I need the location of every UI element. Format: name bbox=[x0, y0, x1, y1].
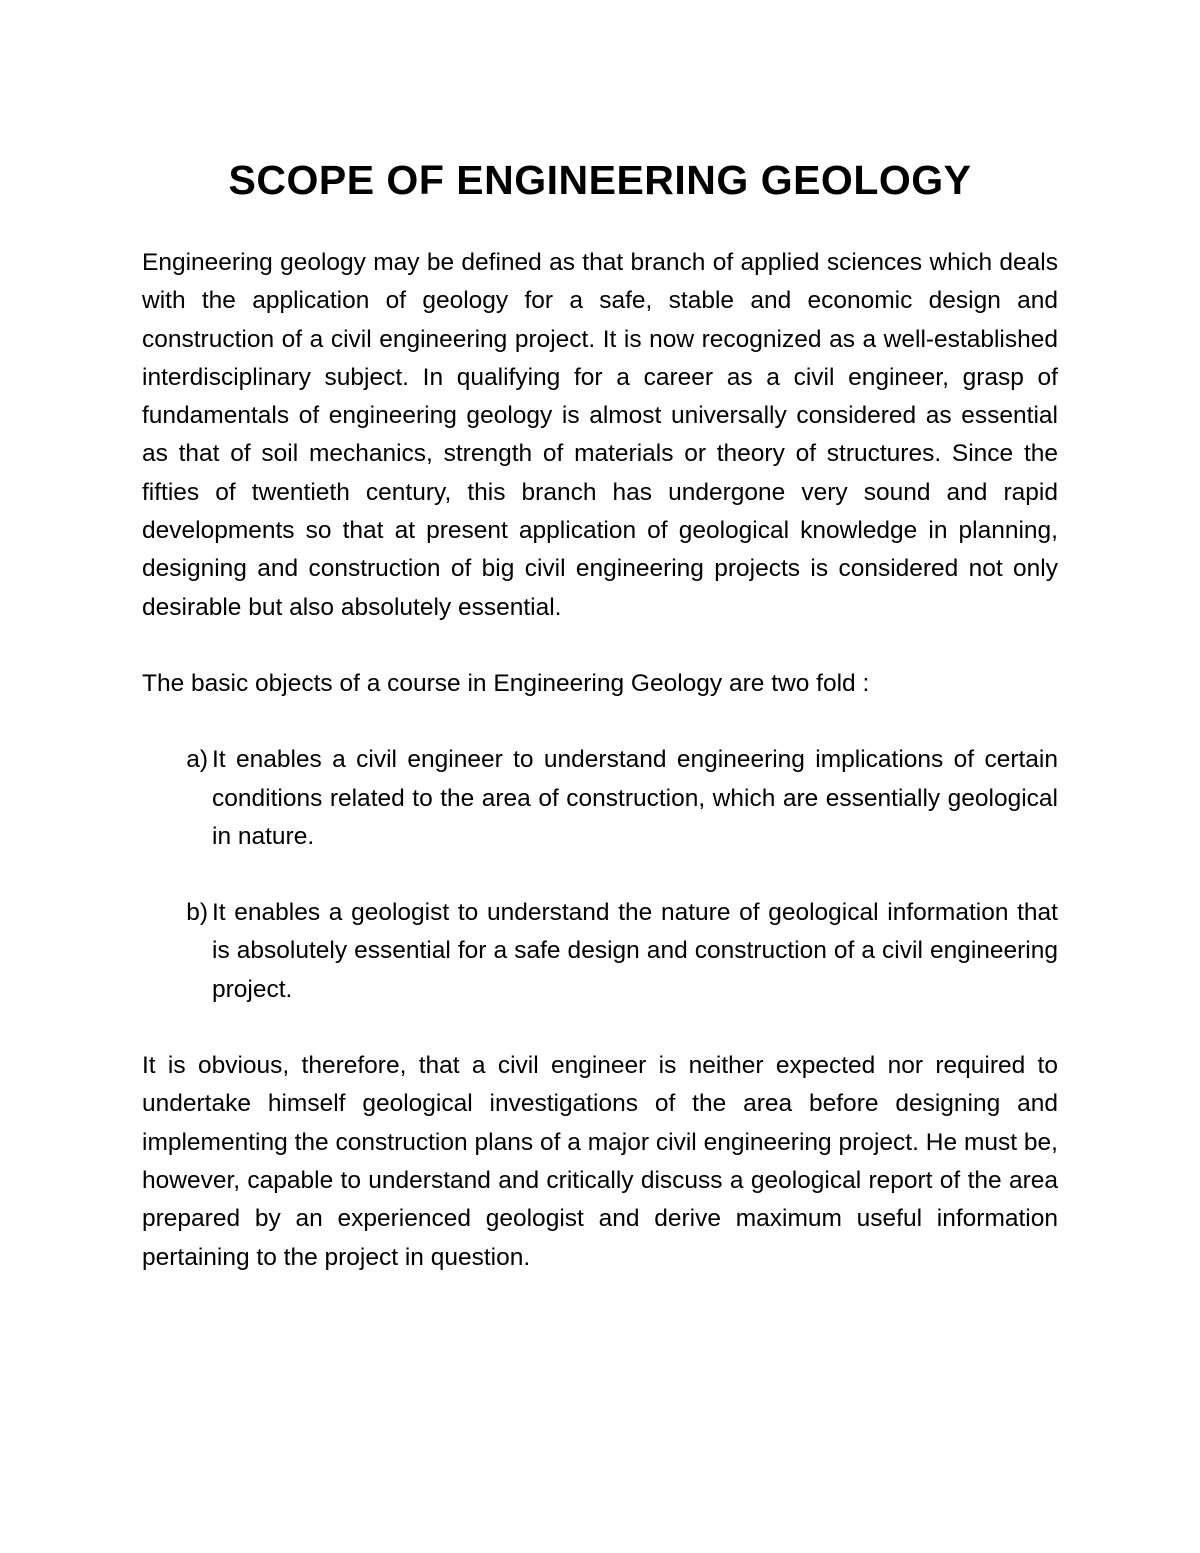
list-marker: b) bbox=[186, 899, 208, 927]
document-title: SCOPE OF ENGINEERING GEOLOGY bbox=[228, 157, 972, 203]
list-item-text: It enables a geologist to understand the nature of geological information that is absolutely essential for a safe design and construction of a civil engineering project. bbox=[212, 899, 1058, 1003]
objects-list bbox=[142, 741, 1058, 1009]
list-item bbox=[142, 894, 1058, 1009]
list-item bbox=[142, 741, 1058, 856]
paragraph-conclusion: It is obvious, therefore, that a civil engineer is neither expected nor required to undertake himself geological investigations of the area before designing and implementing the construction plans of a major civil engineering project. He must be, however, capable to understand and critically discuss a geological report of the area prepared by an experienced geologist and derive maximum useful information pertaining to the project in question. bbox=[142, 1052, 1058, 1271]
paragraph-definition: Engineering geology may be defined as that branch of applied sciences which deals with the application of geology for a safe, stable and economic design and construction of a civil engineering project. It is now recognized as a well-established interdisciplinary subject. In qualifying for a career as a civil engineer, grasp of fundamentals of engineering geology is almost universally considered as essential as that of soil mechanics, strength of materials or theory of structures. Since the fifties of twentieth century, this branch has undergone very sound and rapid developments so that at present application of geological knowledge in planning, designing and construction of big civil engineering projects is considered not only desirable but also absolutely essential. bbox=[142, 249, 1058, 621]
list-marker: a) bbox=[186, 746, 208, 774]
paragraph-objects-intro: The basic objects of a course in Engineering Geology are two fold : bbox=[142, 669, 870, 697]
list-item-text: It enables a civil engineer to understand engineering implications of certain conditions related to the area of construction, which are essentially geological in nature. bbox=[212, 746, 1058, 850]
document-page bbox=[142, 150, 1058, 1277]
